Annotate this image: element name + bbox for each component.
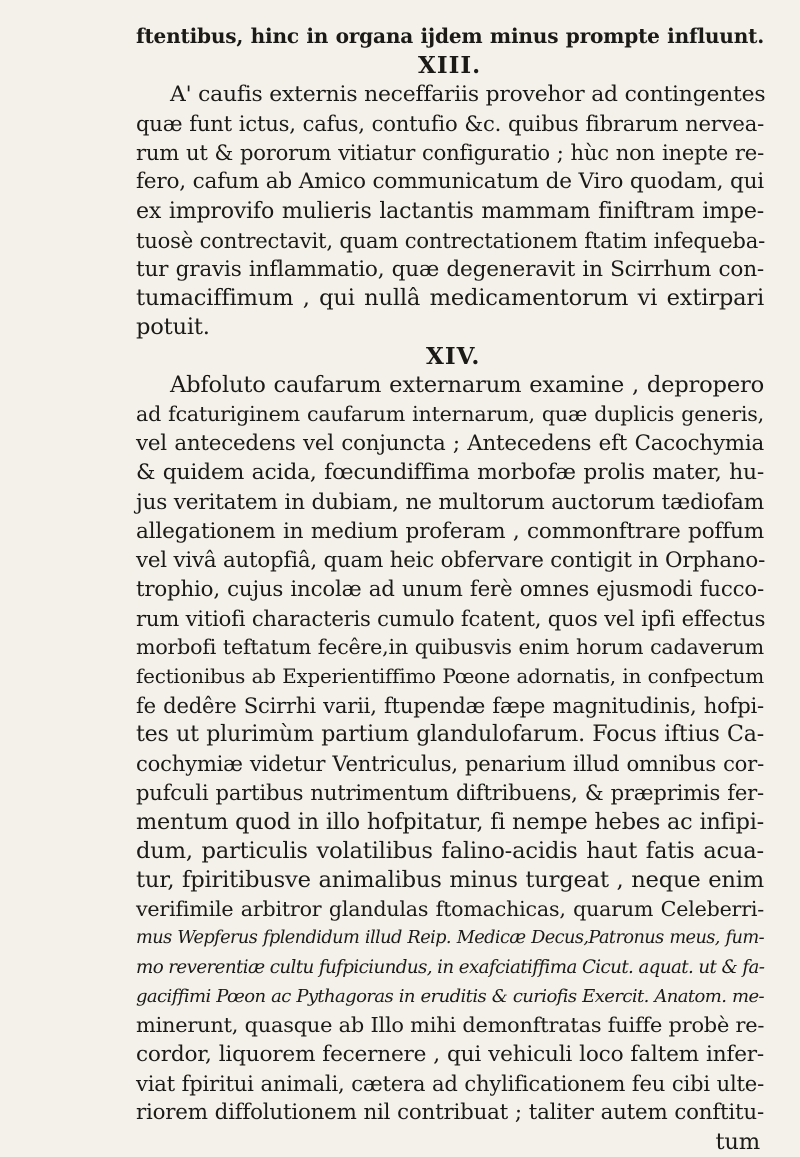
text-line: tes ut plurimùm partium glandulofarum. Focus iftius Ca- [136,721,764,748]
text-line: & quidem acida, fœcundiffima morbofæ prolis mater, hu- [136,460,764,486]
text-line: cochymiæ videtur Ventriculus, penarium illud omnibus cor- [136,751,764,777]
text-line: riorem diffolutionem nil contribuat ; taliter autem conftitu- [136,1100,764,1126]
text-line: Abfoluto caufarum externarum examine , depropero [170,372,764,399]
text-line: potuit. [136,313,210,340]
text-line: pufculi partibus nutrimentum diftribuens, & præprimis fer- [136,780,764,806]
text-line: tur, fpiritibusve animalibus minus turgeat , neque enim [136,866,764,893]
text-line: viat fpiritui animali, cætera ad chylificationem feu cibi ulte- [136,1071,764,1097]
text-line: A' caufis externis neceffariis provehor ad contingentes [170,82,766,108]
text-line: jus veritatem in dubiam, ne multorum auctorum tædiofam [136,489,764,515]
text-line: rum vitiofi characteris cumulo fcatent, quos vel ipfi effectus [136,605,766,631]
text-line: ex improvifo mulieris lactantis mammam finiftram impe- [136,197,764,224]
text-line: verifimile arbitror glandulas ftomachicas, quarum Celeberri- [136,896,764,921]
text-line: morbofi teftatum fecêre,in quibusvis enim horum cadaverum [136,634,764,659]
text-line: tumaciffimum , qui nullâ medicamentorum vi extirpari [136,284,764,311]
catchword: tum [715,1128,760,1155]
section-heading-xiv: XIV. [426,343,481,371]
text-line: gaciffimi Pœon ac Pythagoras in eruditis & curiofis Exercit. Anatom. me- [136,986,764,1008]
text-line: cordor, liquorem fecernere , qui vehiculi loco faltem infer- [136,1042,764,1068]
text-line: tur gravis inflammatio, quæ degeneravit in Scirrhum con- [136,256,764,282]
text-line: mentum quod in illo hofpitatur, fi nempe hebes ac infipi- [136,808,764,835]
text-line: allegationem in medium proferam , commonftrare poffum [136,518,764,544]
text-line: dum, particulis volatilibus falino-acidis haut fatis acua- [136,837,764,864]
section-heading-xiii: XIII. [418,52,482,80]
text-line: fero, cafum ab Amico communicatum de Viro quodam, qui [136,169,764,195]
text-line: mus Wepferus fplendidum illud Reip. Medicæ Decus,Patronus meus, fum- [136,927,764,948]
text-line: mo reverentiæ cultu fufpiciundus, in exafciatiffima Cicut. aquat. ut & fa- [136,957,765,978]
text-line: fe dedêre Scirrhi varii, ftupendæ fæpe magnitudinis, hofpi- [136,693,764,719]
text-line: ad fcaturiginem caufarum internarum, quæ duplicis generis, [136,402,764,427]
text-line: fectionibus ab Experientiffimo Pœone adornatis, in confpectum [136,665,764,689]
text-line: vel vivâ autopfiâ, quam heic obfervare contigit in Orphano- [136,547,766,573]
text-line: trophio, cujus incolæ ad unum ferè omnes ejusmodi fucco- [136,576,764,602]
text-line: rum ut & pororum vitiatur configuratio ; hùc non inepte re- [136,140,764,166]
text-line: tuosè contrectavit, quam contrectationem ftatim infequeba- [136,227,765,253]
text-line: quæ funt ictus, cafus, contufio &c. quibus fibrarum nervea- [136,111,764,137]
text-line: ftentibus, hinc in organa ijdem minus prompte influunt. [136,24,764,48]
text-line: vel antecedens vel conjuncta ; Antecedens eft Cacochymia [136,431,764,457]
text-line: minerunt, quasque ab Illo mihi demonftratas fuiffe probè re- [136,1013,765,1038]
